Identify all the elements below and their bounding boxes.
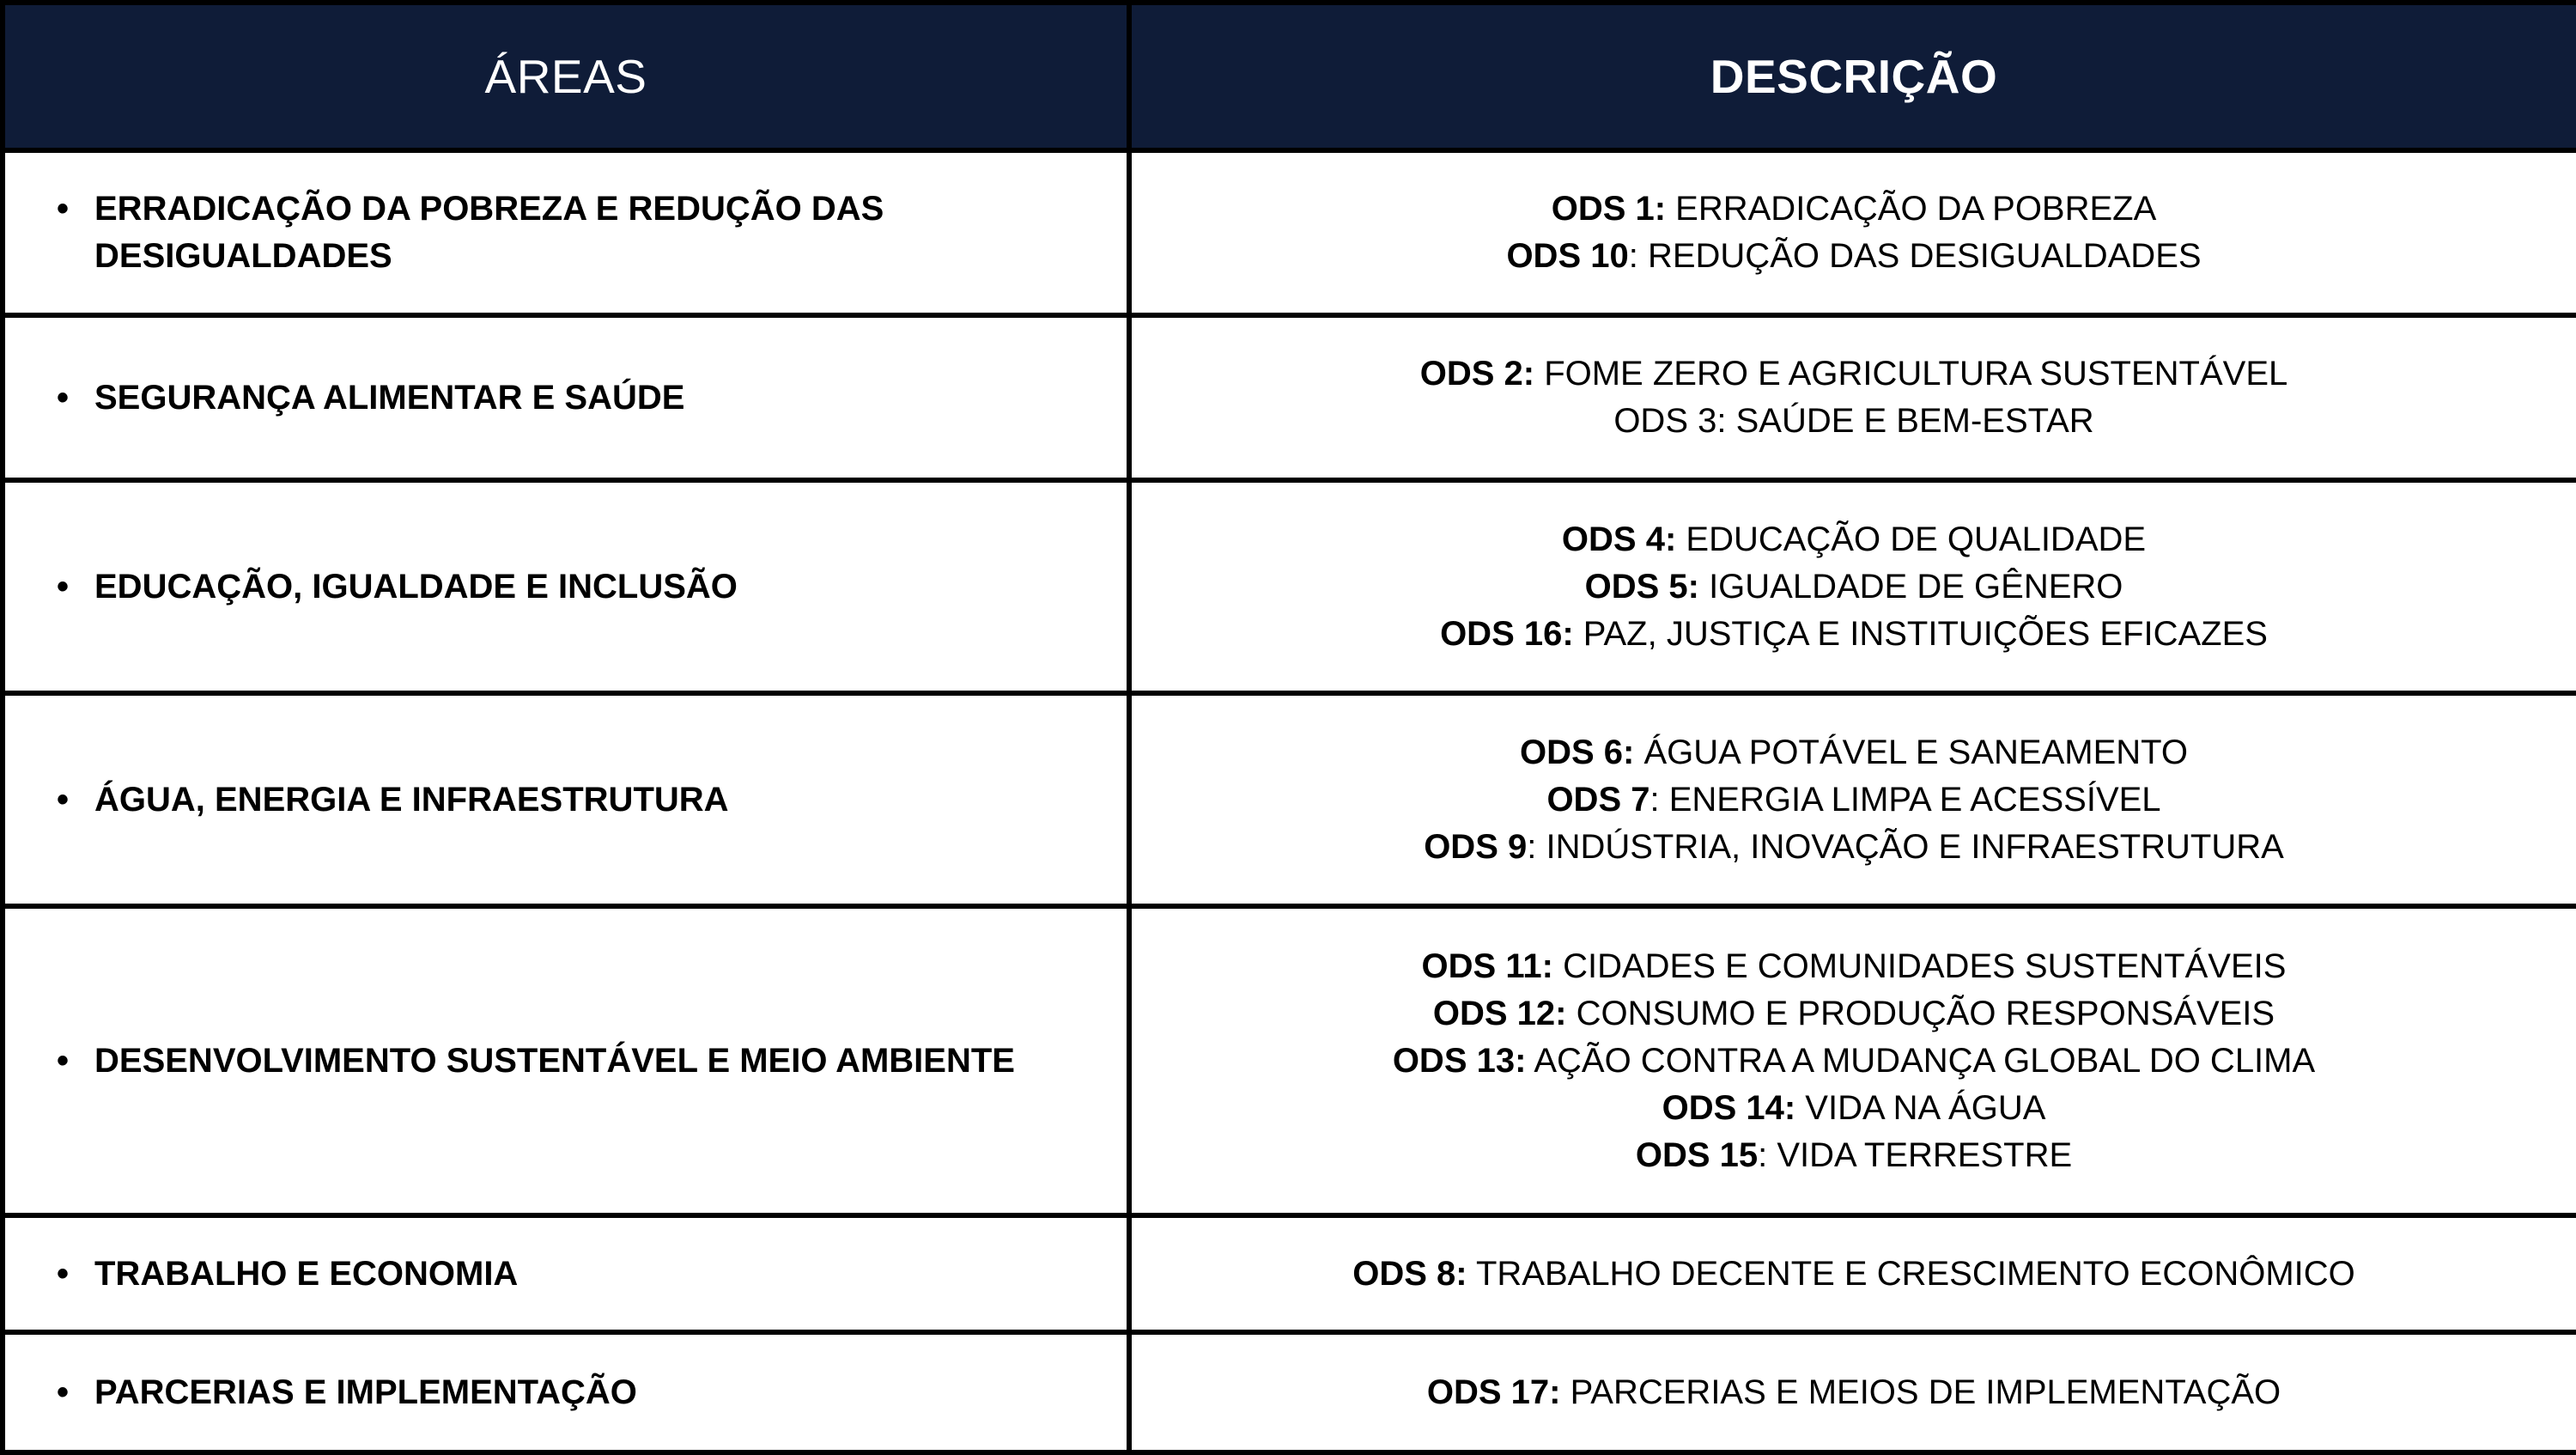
ods-text: ÁGUA POTÁVEL E SANEAMENTO: [1634, 733, 2188, 771]
area-label: EDUCAÇÃO, IGUALDADE E INCLUSÃO: [94, 567, 738, 606]
ods-entry: [1132, 186, 2576, 233]
ods-text: ERRADICAÇÃO DA POBREZA: [1666, 190, 2157, 228]
ods-text: CIDADES E COMUNIDADES SUSTENTÁVEIS: [1552, 947, 2287, 985]
ods-code: ODS 2:: [1419, 355, 1535, 393]
ods-entry: [1132, 1085, 2576, 1132]
description-cell: [1129, 906, 2576, 1215]
description-cell: [1129, 1215, 2576, 1332]
ods-code: ODS 12:: [1432, 994, 1567, 1032]
area-label: TRABALHO E ECONOMIA: [94, 1254, 519, 1293]
ods-text: FOME ZERO E AGRICULTURA SUSTENTÁVEL: [1534, 355, 2288, 393]
bullet-icon: •: [57, 1373, 70, 1411]
ods-code: ODS 15: [1635, 1135, 1759, 1174]
ods-entry: [1132, 729, 2576, 776]
ods-entry: [1132, 516, 2576, 563]
ods-text: ODS 3: SAÚDE E BEM-ESTAR: [1613, 402, 2094, 440]
area-cell: [3, 480, 1129, 693]
ods-code: ODS 6:: [1520, 733, 1635, 771]
ods-code: ODS 7: [1546, 780, 1650, 819]
table-row: [3, 315, 2576, 480]
bullet-icon: •: [57, 190, 70, 228]
ods-entry: [1132, 563, 2576, 611]
ods-entry: [1132, 1132, 2576, 1179]
table-row: [3, 1332, 2576, 1452]
header-descricao: DESCRIÇÃO: [1129, 3, 2576, 150]
ods-code: ODS 1:: [1551, 190, 1667, 228]
ods-entry: [1132, 1038, 2576, 1085]
ods-code: ODS 4:: [1561, 520, 1677, 558]
ods-code: ODS 5:: [1584, 567, 1699, 606]
ods-text: PAZ, JUSTIÇA E INSTITUIÇÕES EFICAZES: [1573, 614, 2268, 653]
bullet-icon: •: [57, 378, 70, 417]
area-cell: [3, 693, 1129, 906]
table-header-row: [3, 3, 2576, 150]
ods-code: ODS 10: [1506, 237, 1629, 275]
table-row: [3, 906, 2576, 1215]
ods-text: AÇÃO CONTRA A MUDANÇA GLOBAL DO CLIMA: [1526, 1041, 2316, 1080]
area-label: SEGURANÇA ALIMENTAR E SAÚDE: [94, 378, 685, 417]
ods-code: ODS 9: [1424, 827, 1528, 866]
description-cell: [1129, 693, 2576, 906]
ods-text: CONSUMO E PRODUÇÃO RESPONSÁVEIS: [1566, 994, 2275, 1032]
ods-entry: [1132, 233, 2576, 280]
area-label: PARCERIAS E IMPLEMENTAÇÃO: [94, 1373, 637, 1411]
area-list-item: [57, 1038, 1075, 1085]
area-list-item: [57, 776, 1075, 824]
ods-entry: [1132, 398, 2576, 445]
area-cell: [3, 150, 1129, 315]
ods-entry: [1132, 943, 2576, 990]
ods-entry: [1132, 350, 2576, 398]
area-cell: [3, 1332, 1129, 1452]
area-label: ERRADICAÇÃO DA POBREZA E REDUÇÃO DAS DESIGUALDADES: [94, 190, 884, 275]
ods-code: ODS 16:: [1440, 614, 1574, 653]
ods-code: ODS 8:: [1352, 1254, 1467, 1293]
ods-code: ODS 11:: [1421, 947, 1553, 985]
area-list-item: [57, 1369, 1075, 1416]
area-cell: [3, 906, 1129, 1215]
description-cell: [1129, 315, 2576, 480]
area-list-item: [57, 374, 1075, 422]
ods-code: ODS 14:: [1662, 1088, 1796, 1127]
ods-text: : INDÚSTRIA, INOVAÇÃO E INFRAESTRUTURA: [1527, 827, 2284, 866]
ods-text: PARCERIAS E MEIOS DE IMPLEMENTAÇÃO: [1560, 1373, 2281, 1411]
ods-entry: [1132, 824, 2576, 871]
ods-entry: [1132, 776, 2576, 824]
ods-text: : VIDA TERRESTRE: [1758, 1135, 2073, 1174]
bullet-icon: •: [57, 780, 70, 819]
ods-text: IGUALDADE DE GÊNERO: [1698, 567, 2123, 606]
table-row: [3, 693, 2576, 906]
area-cell: [3, 1215, 1129, 1332]
header-areas: ÁREAS: [3, 3, 1129, 150]
area-cell: [3, 315, 1129, 480]
bullet-icon: •: [57, 1041, 70, 1080]
area-list-item: [57, 186, 1075, 280]
ods-text: VIDA NA ÁGUA: [1795, 1088, 2046, 1127]
ods-text: : REDUÇÃO DAS DESIGUALDADES: [1628, 237, 2202, 275]
table-row: [3, 480, 2576, 693]
bullet-icon: •: [57, 567, 70, 606]
table-row: [3, 1215, 2576, 1332]
ods-entry: [1132, 990, 2576, 1038]
description-cell: [1129, 480, 2576, 693]
ods-entry: [1132, 611, 2576, 658]
area-label: ÁGUA, ENERGIA E INFRAESTRUTURA: [94, 780, 729, 819]
ods-text: : ENERGIA LIMPA E ACESSÍVEL: [1649, 780, 2161, 819]
ods-code: ODS 17:: [1426, 1373, 1561, 1411]
ods-entry: [1132, 1251, 2576, 1298]
area-list-item: [57, 1251, 1075, 1298]
description-cell: [1129, 1332, 2576, 1452]
ods-entry: [1132, 1369, 2576, 1416]
ods-text: TRABALHO DECENTE E CRESCIMENTO ECONÔMICO: [1467, 1254, 2355, 1293]
description-cell: [1129, 150, 2576, 315]
area-label: DESENVOLVIMENTO SUSTENTÁVEL E MEIO AMBIENTE: [94, 1041, 1015, 1080]
area-list-item: [57, 563, 1075, 611]
ods-code: ODS 13:: [1392, 1041, 1527, 1080]
bullet-icon: •: [57, 1254, 70, 1293]
ods-text: EDUCAÇÃO DE QUALIDADE: [1676, 520, 2147, 558]
table-row: [3, 150, 2576, 315]
